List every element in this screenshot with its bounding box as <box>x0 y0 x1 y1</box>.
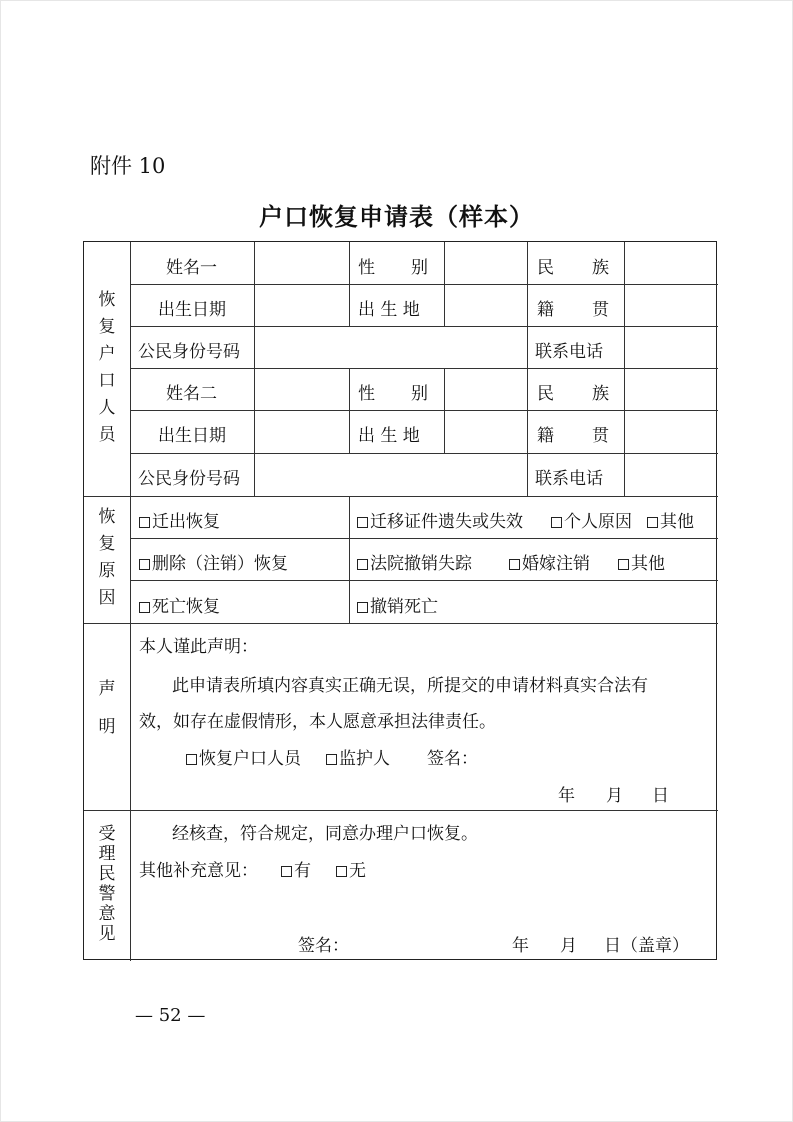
ethnicity1-label-a: 民 <box>537 258 554 278</box>
other-opinion-label: 其他补充意见： <box>139 861 258 881</box>
name1-label: 姓名一 <box>166 258 217 278</box>
reason-revoke-death[interactable]: 撤销死亡 <box>357 597 438 617</box>
declaration-sign-label: 签名： <box>427 749 478 769</box>
checkbox-icon[interactable] <box>336 866 347 877</box>
reason-other-2[interactable]: 其他 <box>618 554 665 574</box>
gender2-label-b: 别 <box>411 384 428 404</box>
checkbox-icon[interactable] <box>139 602 150 613</box>
id2-label: 公民身份号码 <box>138 469 240 489</box>
gender1-label-b: 别 <box>411 258 428 278</box>
reason-document-lost[interactable]: 迁移证件遗失或失效 <box>357 512 523 532</box>
section-label-declaration: 声 明 <box>98 679 116 737</box>
checkbox-icon[interactable] <box>551 517 562 528</box>
checkbox-icon[interactable] <box>618 559 629 570</box>
checkbox-icon[interactable] <box>357 602 368 613</box>
reason-other-1[interactable]: 其他 <box>647 512 694 532</box>
ethnicity2-label-b: 族 <box>592 384 609 404</box>
page-number: — 52 — <box>135 1005 206 1026</box>
phone2-label: 联系电话 <box>535 469 603 489</box>
native1-label-a: 籍 <box>537 300 554 320</box>
opinion-no[interactable]: 无 <box>336 861 366 881</box>
declarant-guardian[interactable]: 监护人 <box>326 749 390 769</box>
checkbox-icon[interactable] <box>186 754 197 765</box>
officer-opinion-line1: 经核查，符合规定，同意办理户口恢复。 <box>172 824 478 844</box>
checkbox-icon[interactable] <box>357 559 368 570</box>
gender2-label-a: 性 <box>358 384 375 404</box>
checkbox-icon[interactable] <box>139 517 150 528</box>
name2-label: 姓名二 <box>166 384 217 404</box>
officer-day-seal: 日（盖章） <box>604 936 689 956</box>
officer-year: 年 <box>512 936 529 956</box>
attachment-label: 附件 10 <box>90 154 166 178</box>
declaration-year: 年 <box>558 786 575 806</box>
checkbox-icon[interactable] <box>357 517 368 528</box>
checkbox-icon[interactable] <box>281 866 292 877</box>
reason-emigration-recovery[interactable]: 迁出恢复 <box>139 512 220 532</box>
checkbox-icon[interactable] <box>139 559 150 570</box>
officer-month: 月 <box>560 936 577 956</box>
native2-label-a: 籍 <box>537 426 554 446</box>
birthdate2-label: 出生日期 <box>158 426 226 446</box>
application-form <box>83 241 717 960</box>
declaration-line1: 此申请表所填内容真实正确无误，所提交的申请材料真实合法有 <box>172 676 648 696</box>
ethnicity1-label-b: 族 <box>592 258 609 278</box>
birthdate1-label: 出生日期 <box>158 300 226 320</box>
phone1-label: 联系电话 <box>535 342 603 362</box>
section-label-officer-opinion: 受 理 民 警 意 见 <box>98 824 116 944</box>
gender1-label-a: 性 <box>358 258 375 278</box>
reason-personal[interactable]: 个人原因 <box>551 512 632 532</box>
birthplace1-label: 出 生 地 <box>358 300 420 320</box>
native1-label-b: 贯 <box>592 300 609 320</box>
checkbox-icon[interactable] <box>509 559 520 570</box>
reason-deletion-recovery[interactable]: 删除（注销）恢复 <box>139 554 288 574</box>
reason-death-recovery[interactable]: 死亡恢复 <box>139 597 220 617</box>
declaration-line2: 效，如存在虚假情形，本人愿意承担法律责任。 <box>139 712 496 732</box>
native2-label-b: 贯 <box>592 426 609 446</box>
opinion-yes[interactable]: 有 <box>281 861 311 881</box>
section-label-reason: 恢 复 原 因 <box>98 507 116 608</box>
form-title: 户口恢复申请表（样本） <box>259 202 534 231</box>
reason-marriage-cancel[interactable]: 婚嫁注销 <box>509 554 590 574</box>
declarant-household[interactable]: 恢复户口人员 <box>186 749 301 769</box>
birthplace2-label: 出 生 地 <box>358 426 420 446</box>
ethnicity2-label-a: 民 <box>537 384 554 404</box>
declaration-heading: 本人谨此声明： <box>139 637 258 657</box>
declaration-day: 日 <box>652 786 669 806</box>
checkbox-icon[interactable] <box>326 754 337 765</box>
checkbox-icon[interactable] <box>647 517 658 528</box>
section-label-household-persons: 恢 复 户 口 人 员 <box>98 290 116 445</box>
officer-sign-label: 签名： <box>298 936 349 956</box>
id1-label: 公民身份号码 <box>138 342 240 362</box>
declaration-month: 月 <box>606 786 623 806</box>
reason-court-revoke-missing[interactable]: 法院撤销失踪 <box>357 554 472 574</box>
